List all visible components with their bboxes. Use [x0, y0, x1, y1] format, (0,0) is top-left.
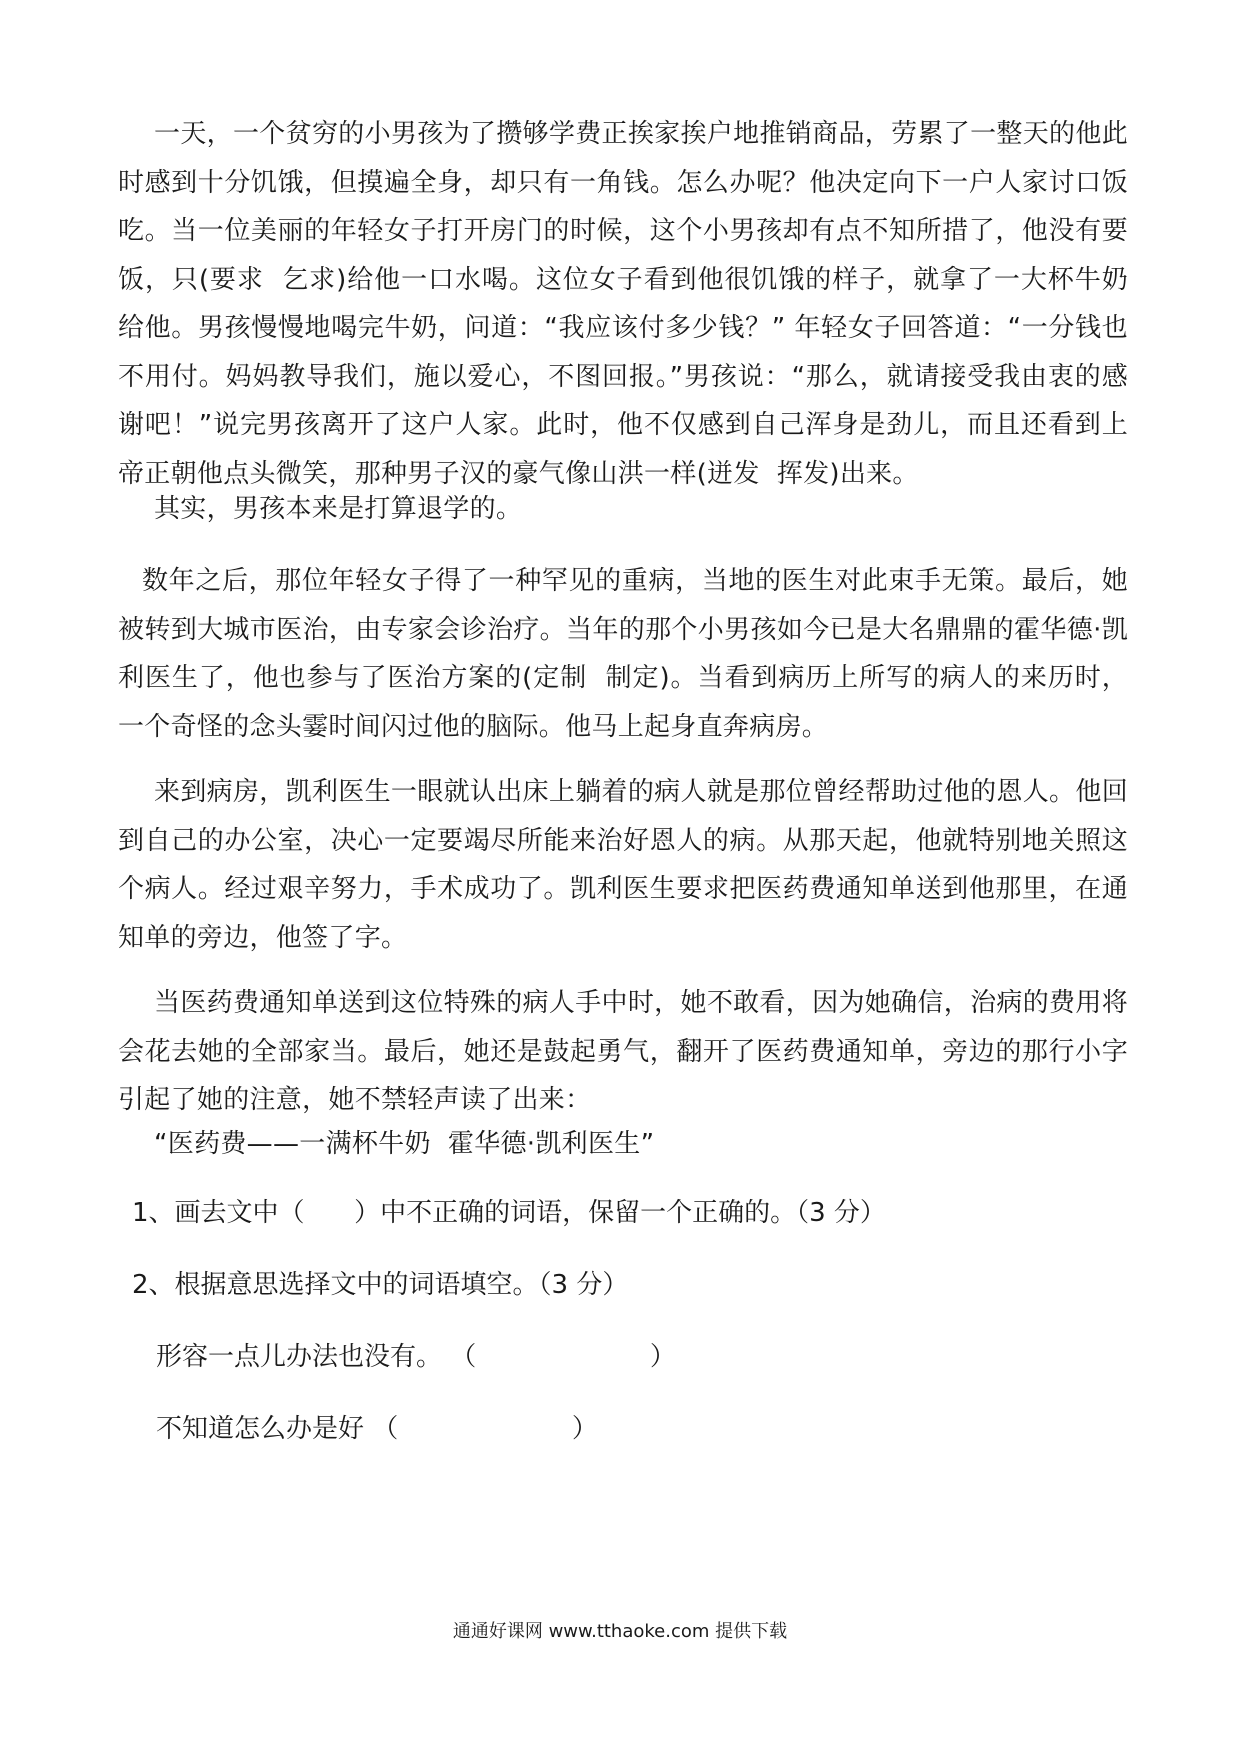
story-paragraph-2: 其实，男孩本来是打算退学的。 — [154, 494, 523, 524]
story-paragraph-3: 数年之后，那位年轻女子得了一种罕见的重病，当地的医生对此束手无策。最后，她被转到大城市医治，由专家会诊治疗。当年的那个小男孩如今已是大名鼎鼎的霍华德·凯利医生了，他也参与了医治方案的(定制 制定)。当看到病历上所写的病人的来历时，一个奇怪的念头霎时间闪过他的脑际。他马上起身直奔病房。 — [118, 566, 1128, 742]
question-2-item-b: 不知道怎么办是好 （ ） — [156, 1414, 598, 1444]
question-1: 1、画去文中（ ）中不正确的词语，保留一个正确的。（3 分） — [132, 1198, 886, 1228]
footer-credit: 通通好课网 www.tthaoke.com 提供下载 — [452, 1621, 788, 1642]
question-2: 2、根据意思选择文中的词语填空。（3 分） — [132, 1270, 629, 1300]
quote-line: “医药费——一满杯牛奶 霍华德·凯利医生” — [154, 1129, 655, 1159]
story-paragraph-4: 来到病房，凯利医生一眼就认出床上躺着的病人就是那位曾经帮助过他的恩人。他回到自己的办公室，决心一定要竭尽所能来治好恩人的病。从那天起，他就特别地关照这个病人。经过艰辛努力，手术成功了。凯利医生要求把医药费通知单送到他那里，在通知单的旁边，他签了字。 — [118, 777, 1128, 953]
question-2-item-a: 形容一点儿办法也没有。 （ ） — [156, 1342, 676, 1372]
story-paragraph-5: 当医药费通知单送到这位特殊的病人手中时，她不敢看，因为她确信，治病的费用将会花去她的全部家当。最后，她还是鼓起勇气，翻开了医药费通知单，旁边的那行小字引起了她的注意，她不禁轻声读了出来： — [118, 988, 1128, 1115]
story-paragraph-1: 一天，一个贫穷的小男孩为了攒够学费正挨家挨户地推销商品，劳累了一整天的他此时感到十分饥饿，但摸遍全身，却只有一角钱。怎么办呢？他决定向下一户人家讨口饭吃。当一位美丽的年轻女子打开房门的时候，这个小男孩却有点不知所措了，他没有要饭，只(要求 乞求)给他一口水喝。这位女子看到他很饥饿的样子，就拿了一大杯牛奶给他。男孩慢慢地喝完牛奶，问道：“我应该付多少钱？” 年轻女子回答道：“一分钱也不用付。妈妈教导我们，施以爱心，不图回报。”男孩说：“那么，就请接受我由衷的感谢吧！”说完男孩离开了这户人家。此时，他不仅感到自己浑身是劲儿，而且还看到上帝正朝他点头微笑，那种男子汉的豪气像山洪一样(迸发 挥发)出来。 — [118, 119, 1128, 489]
